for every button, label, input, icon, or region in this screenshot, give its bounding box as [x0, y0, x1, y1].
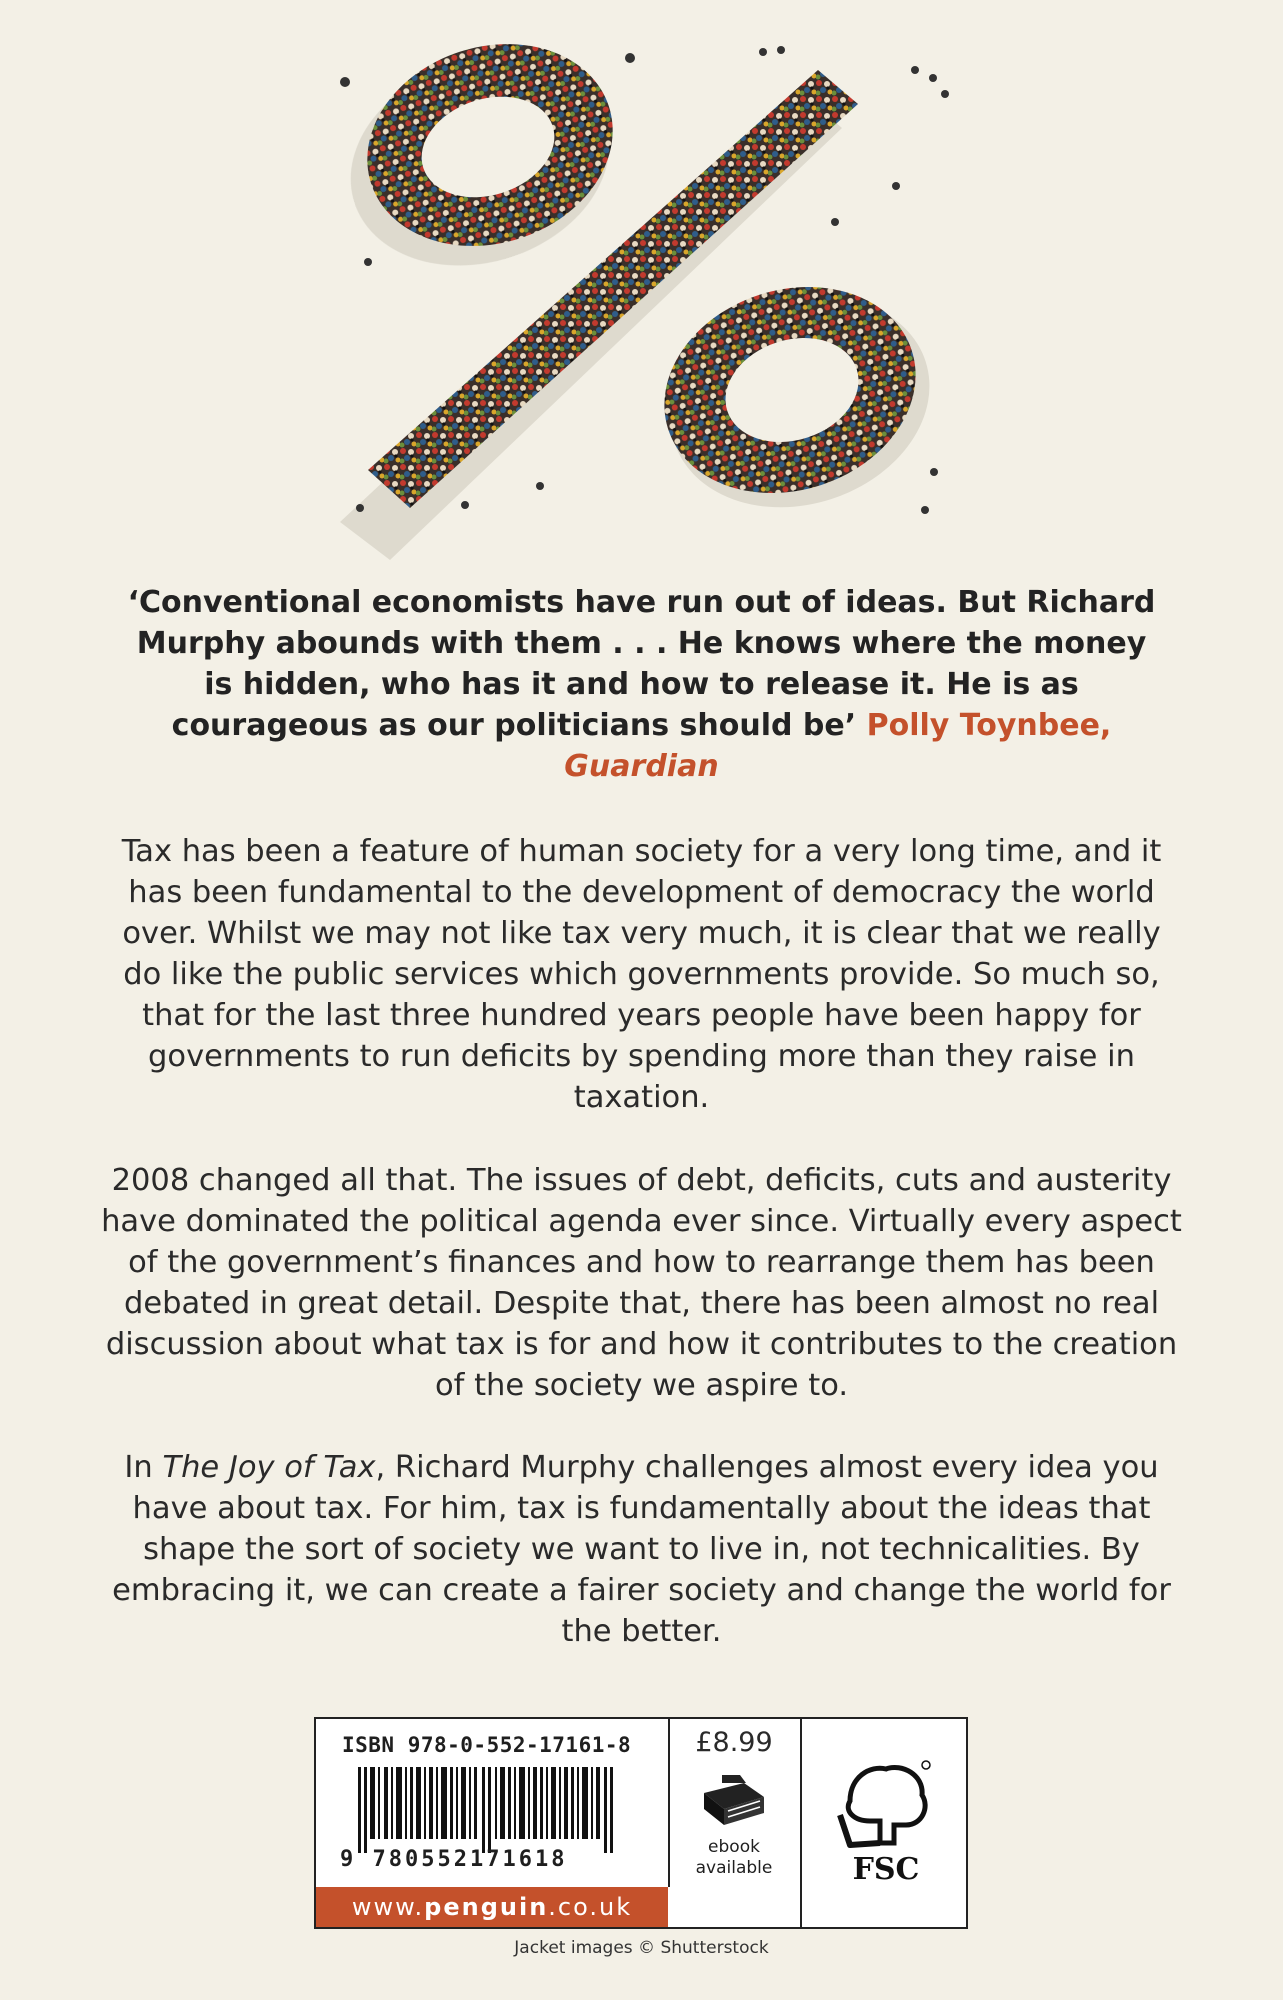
barcode-bars — [358, 1767, 628, 1853]
blurb-paragraph-3: In The Joy of Tax, Richard Murphy challenges almost every idea you have about tax. For him, tax is fundamentally about the ideas that shape the sort of society we want to live in, not technicalities. By embracing it, we can create a fairer society and change the world for the better. — [112, 1450, 1171, 1649]
book-title: The Joy of Tax — [162, 1450, 376, 1485]
quote-text: ‘Conventional economists have run out of ideas. But Richard Murphy abounds with them . . . He knows where the money is hidden, who has it and how to release it. He is as courageous as our politicians should be’ — [127, 585, 1156, 743]
isbn-label: ISBN 978-0-552-17161-8 — [342, 1733, 632, 1757]
quote-publication: Guardian — [564, 749, 719, 784]
percent-crowd-artwork — [0, 0, 1283, 560]
barcode-numbers: 9 780552171618 — [340, 1847, 568, 1872]
blurb-paragraph-1: Tax has been a feature of human society for a very long time, and it has been fundamental to the development of democracy the world over. Whilst we may not like tax very much, it is clear that we really do like the public services which governments provide. So much so, that for the last three hundred years people have been happy for governments to run deficits by spending more than they raise in taxation. — [121, 834, 1162, 1115]
review-quote — [120, 582, 1163, 787]
jacket-credit: Jacket images © Shutterstock — [514, 1938, 769, 1958]
quote-attribution: Polly Toynbee, Guardian — [564, 708, 1112, 784]
ebook-available-label: ebook available — [695, 1837, 773, 1878]
ebook-icon — [698, 1771, 770, 1831]
website-url[interactable]: www.penguin.co.uk — [316, 1887, 668, 1927]
price-cell — [668, 1719, 802, 1927]
percent-bottom-ring — [637, 255, 942, 524]
price: £8.99 — [695, 1727, 773, 1758]
blurb-paragraph-2: 2008 changed all that. The issues of debt, deficits, cuts and austerity have dominated the political agenda ever since. Virtually every aspect of the government’s finances and how to rearrange them has been debated in great detail. Despite that, there has been almost no real discussion about what tax is for and how it contributes to the creation of the society we aspire to. — [101, 1163, 1182, 1403]
fsc-tree-logo — [836, 1755, 936, 1885]
fsc-label: FSC — [852, 1852, 920, 1885]
isbn-cell — [316, 1719, 670, 1887]
barcode-panel — [314, 1717, 968, 1929]
fsc-cell — [802, 1719, 968, 1927]
